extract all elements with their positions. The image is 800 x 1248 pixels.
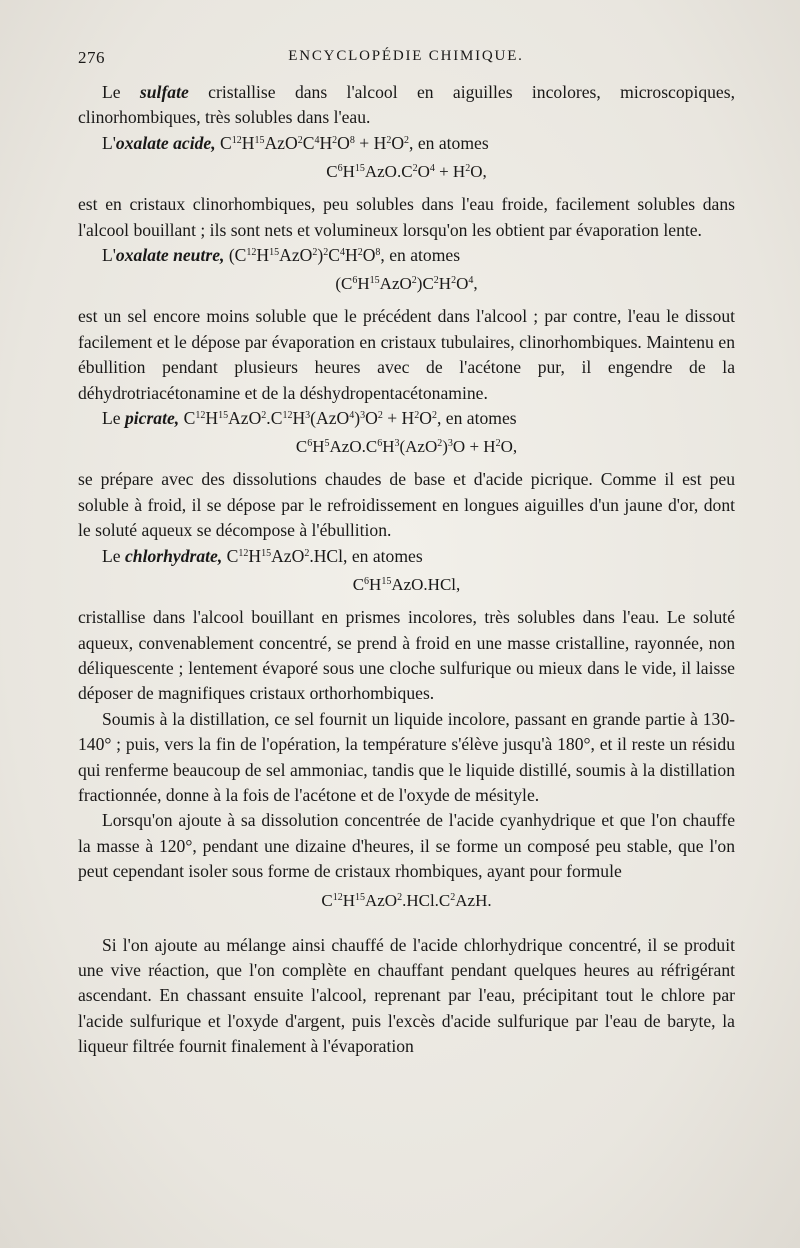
superscript-index: 2	[312, 247, 318, 259]
superscript-index: 12	[282, 410, 293, 422]
text-run: .HCl, en atomes	[309, 545, 423, 566]
superscript-index: 3	[360, 410, 366, 422]
superscript-index: 12	[231, 134, 242, 146]
paragraph	[78, 605, 735, 707]
text-run: est un sel encore moins soluble que le précédent dans l'alcool ; par contre, l'eau le dissout facilement et le dépose par évaporation en cristaux tubulaires, clinorhombiques. Maintenu en ébullition pendant plusieurs heures avec de l'acétone pur, il engendre de la déhydrotriacétonamine et de la déshydropentacétonamine.	[78, 306, 735, 403]
text-run: AzO.C	[364, 162, 413, 182]
text-run: Si l'on ajoute au mélange ainsi chauffé de l'acide chlorhydrique concentré, il se produit une vive réaction, que l'on complète en chauffant pendant quelques heures au réfrigérant ascendant. En chassant ensuite l'alcool, reprenant par l'eau, précipitant tout le chlore par l'acide sulfurique et l'oxyde d'argent, puis l'excès d'acide sulfurique par l'eau de baryte, la liqueur filtrée fournit finalement à l'évaporation	[78, 934, 735, 1057]
text-run: + H	[382, 408, 415, 429]
superscript-index: 2	[412, 163, 418, 175]
text-run: C	[179, 408, 196, 429]
text-run: )	[354, 408, 361, 429]
paragraph	[78, 131, 735, 156]
superscript-index: 6	[337, 163, 343, 175]
text-run: Le	[102, 82, 140, 102]
text-run: H	[369, 575, 382, 595]
text-run: H	[319, 132, 333, 153]
superscript-index: 2	[450, 891, 456, 903]
text-run: L'	[102, 132, 116, 153]
running-title: ENCYCLOPÉDIE CHIMIQUE.	[288, 48, 524, 64]
chemical-formula	[78, 271, 735, 297]
text-run: O	[419, 408, 432, 429]
text-run: H	[241, 132, 255, 153]
paragraph-gap	[78, 921, 735, 933]
superscript-index: 15	[218, 410, 229, 422]
paragraph	[78, 192, 735, 243]
text-run: Lorsqu'on ajoute à sa dissolution concentrée de l'acide cyanhydrique et que l'on chauffe la masse à 120°, pendant une dizaine d'heures, il se forme un composé peu stable, que l'on peut cependant isoler sous forme de cristaux rhombiques, ayant pour formule	[78, 810, 735, 882]
superscript-index: 2	[386, 134, 392, 146]
running-head	[78, 48, 734, 72]
text-run: O	[362, 245, 376, 266]
text-run: H	[342, 162, 355, 182]
paragraph	[78, 707, 735, 809]
text-run: O + H	[452, 437, 496, 457]
text-run: )	[317, 245, 324, 266]
text-run: , en atomes	[436, 408, 517, 429]
superscript-index: 8	[349, 134, 355, 146]
text-run: L'	[102, 245, 116, 266]
superscript-index: 6	[307, 438, 313, 450]
text-run: H	[344, 245, 358, 266]
text-run: )	[442, 437, 448, 457]
superscript-index: 2	[465, 163, 471, 175]
text-run: cristallise dans l'alcool en aiguilles incolores, microscopiques, clinorhombiques, très solubles dans l'eau.	[78, 82, 735, 128]
page-number: 276	[78, 48, 105, 67]
superscript-index: 4	[339, 247, 345, 259]
text-run: Le	[102, 408, 125, 429]
text-run: AzO.C	[329, 437, 378, 457]
text-run: O	[337, 132, 350, 153]
text-run: AzO	[228, 408, 262, 429]
superscript-index: 3	[394, 438, 400, 450]
text-run: (C	[335, 274, 353, 294]
superscript-index: 2	[431, 410, 437, 422]
superscript-index: 2	[451, 275, 457, 287]
text-run: O,	[500, 437, 518, 457]
compound-name: oxalate neutre,	[115, 245, 225, 266]
superscript-index: 2	[323, 247, 329, 259]
superscript-index: 2	[495, 438, 501, 450]
text-run: , en atomes	[409, 132, 489, 153]
superscript-index: 15	[254, 134, 265, 146]
text-run: H	[342, 890, 355, 910]
superscript-index: 6	[364, 576, 370, 588]
text-run: .HCl.C	[402, 890, 451, 910]
chemical-formula	[78, 159, 735, 185]
superscript-index: 2	[377, 410, 383, 422]
text-run: est en cristaux clinorhombiques, peu solubles dans l'eau froide, facilement solubles dans l'alcool bouillant ; ils sont nets et volumineux lorsqu'on les obtient par évaporation lente.	[78, 194, 735, 240]
text-run: Le	[102, 545, 125, 566]
superscript-index: 12	[195, 410, 206, 422]
chemical-formula	[78, 434, 735, 460]
superscript-index: 4	[314, 134, 320, 146]
text-run: AzO	[264, 132, 298, 153]
text-run: ,	[473, 274, 478, 294]
body-text	[78, 80, 735, 1060]
text-run: AzO	[364, 890, 398, 910]
text-run: + H	[354, 132, 387, 153]
superscript-index: 2	[304, 547, 310, 559]
paragraph	[78, 406, 735, 431]
text-run: Soumis à la distillation, ce sel fournit un liquide incolore, passant en grande partie à 130-140° ; puis, vers la fin de l'opération, la température s'élève jusqu'à 180°, et il reste un résidu qui renferme beaucoup de sel ammoniac, tandis que le liquide distillé, soumis à la distillation fractionnée, donne à la fois de l'acétone et de l'oxyde de mésityle.	[78, 708, 735, 805]
text-run: O,	[470, 162, 487, 182]
text-run: C	[215, 132, 232, 153]
superscript-index: 12	[332, 891, 343, 903]
superscript-index: 3	[305, 410, 311, 422]
text-run: AzO	[271, 545, 305, 566]
text-run: O	[365, 408, 378, 429]
text-run: H	[292, 408, 306, 429]
paragraph	[78, 304, 735, 406]
text-run: AzO.HCl,	[391, 575, 461, 595]
text-run: AzO	[379, 274, 412, 294]
text-run: AzO	[279, 245, 313, 266]
paragraph	[78, 808, 735, 884]
superscript-index: 2	[397, 891, 403, 903]
superscript-index: 4	[468, 275, 474, 287]
text-run: + H	[434, 162, 466, 182]
superscript-index: 5	[324, 438, 330, 450]
text-run: C	[302, 132, 315, 153]
text-run: C	[352, 575, 365, 595]
text-run: AzH.	[455, 890, 492, 910]
text-run: , en atomes	[380, 245, 461, 266]
superscript-index: 2	[357, 247, 363, 259]
superscript-index: 2	[433, 275, 439, 287]
superscript-index: 12	[246, 247, 257, 259]
text-run: H	[256, 245, 270, 266]
text-run: se prépare avec des dissolutions chaudes de base et d'acide picrique. Comme il est peu soluble à froid, il se dépose par le refroidissement en longues aiguilles d'un jaune d'or, dont le soluté aqueux se décompose à l'ébullition.	[78, 469, 735, 541]
text-run: C	[321, 890, 333, 910]
compound-name: sulfate	[139, 82, 189, 102]
paragraph	[78, 544, 735, 569]
text-run: )C	[416, 274, 434, 294]
text-run: C	[222, 545, 239, 566]
superscript-index: 15	[381, 576, 392, 588]
text-run: O	[391, 132, 405, 153]
text-run: C	[328, 245, 340, 266]
chemical-formula	[78, 572, 735, 598]
superscript-index: 15	[269, 247, 280, 259]
text-run: H	[248, 545, 262, 566]
paragraph	[78, 933, 735, 1060]
superscript-index: 12	[238, 547, 249, 559]
superscript-index: 6	[352, 275, 358, 287]
text-run: cristallise dans l'alcool bouillant en prismes incolores, très solubles dans l'eau. Le soluté aqueux, convenablement concentré, se prend à froid en une masse cristalline, rayonnée, non déliquescente ; lentement évaporé sous une cloche sulfurique ou mieux dans le vide, il laisse déposer de magnifiques cristaux orthorhombiques.	[78, 607, 735, 704]
superscript-index: 3	[447, 438, 453, 450]
paragraph	[78, 80, 735, 131]
text-run: H	[382, 437, 395, 457]
superscript-index: 2	[332, 134, 338, 146]
text-run: .C	[266, 408, 283, 429]
superscript-index: 15	[354, 891, 365, 903]
text-run: O	[456, 274, 469, 294]
text-run: H	[312, 437, 325, 457]
superscript-index: 2	[297, 134, 303, 146]
superscript-index: 2	[404, 134, 410, 146]
superscript-index: 2	[414, 410, 420, 422]
text-run: C	[326, 162, 338, 182]
superscript-index: 4	[349, 410, 355, 422]
text-run: H	[438, 274, 452, 294]
superscript-index: 6	[377, 438, 383, 450]
compound-name: chlorhydrate,	[124, 545, 223, 566]
text-run: H	[205, 408, 219, 429]
superscript-index: 8	[375, 247, 381, 259]
superscript-index: 15	[354, 163, 365, 175]
text-run: C	[295, 437, 308, 457]
compound-name: picrate,	[124, 408, 180, 429]
text-run: (AzO	[310, 408, 350, 429]
text-run: (AzO	[399, 437, 438, 457]
paragraph	[78, 243, 735, 268]
paragraph	[78, 467, 735, 543]
superscript-index: 4	[429, 163, 435, 175]
text-run: (C	[224, 245, 247, 266]
superscript-index: 2	[411, 275, 417, 287]
compound-name: oxalate acide,	[115, 132, 216, 153]
superscript-index: 2	[437, 438, 443, 450]
superscript-index: 15	[369, 275, 380, 287]
chemical-formula	[78, 888, 735, 914]
text-run: O	[417, 162, 430, 182]
superscript-index: 15	[261, 547, 272, 559]
text-run: H	[357, 274, 370, 294]
superscript-index: 2	[261, 410, 267, 422]
